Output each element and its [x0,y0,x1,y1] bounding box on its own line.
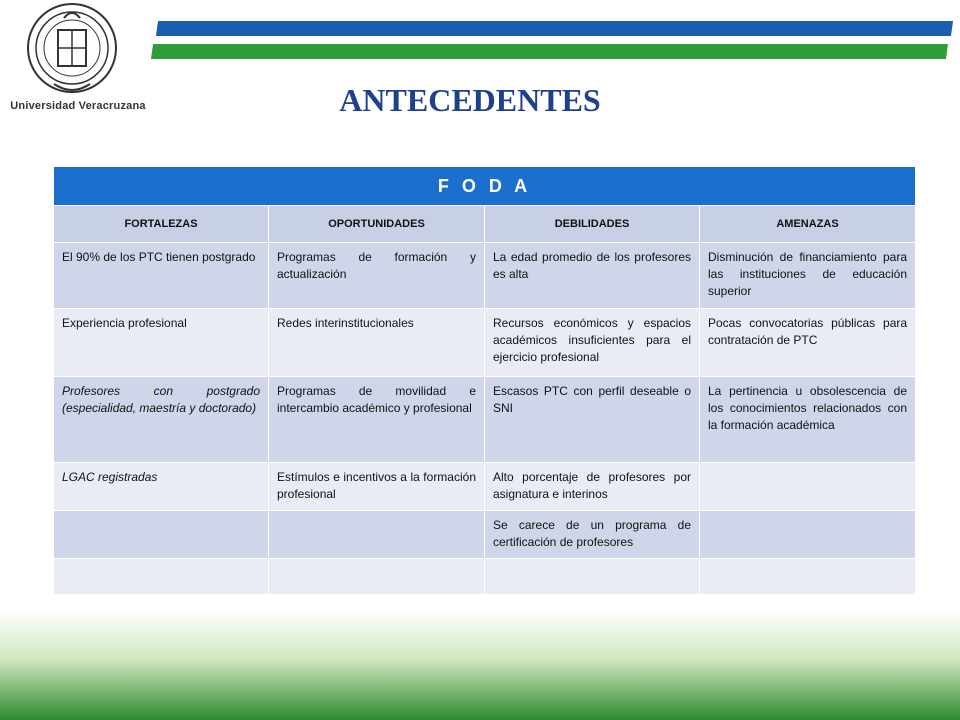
header-debilidades: DEBILIDADES [485,206,700,243]
header-fortalezas: FORTALEZAS [54,206,269,243]
table-cell: El 90% de los PTC tienen postgrado [54,243,269,309]
foda-table [53,166,916,595]
foda-table-title: F O D A [54,167,916,206]
header-stripe-green [151,44,948,59]
header-oportunidades: OPORTUNIDADES [269,206,485,243]
table-cell: Programas de formación y actualización [269,243,485,309]
table-row [54,511,916,559]
table-row [54,243,916,309]
table-row [54,377,916,463]
table-row [54,559,916,595]
page-title: ANTECEDENTES [339,82,601,118]
table-cell [269,559,485,595]
header-stripe-blue [156,21,953,36]
table-cell: Escasos PTC con perfil deseable o SNI [485,377,700,463]
table-cell [269,511,485,559]
table-cell: Experiencia profesional [54,309,269,377]
table-cell: Se carece de un programa de certificación de profesores [485,511,700,559]
table-cell: Profesores con postgrado (especialidad, maestría y doctorado) [54,377,269,463]
table-cell: Redes interinstitucionales [269,309,485,377]
header-amenazas: AMENAZAS [700,206,916,243]
university-name-caption: Universidad Veracruzana [10,100,146,112]
table-cell: Disminución de financiamiento para las instituciones de educación superior [700,243,916,309]
table-cell [700,463,916,511]
table-row [54,309,916,377]
table-cell: LGAC registradas [54,463,269,511]
table-cell: Pocas convocatorias públicas para contratación de PTC [700,309,916,377]
table-cell [54,511,269,559]
table-row [54,463,916,511]
table-cell: Programas de movilidad e intercambio académico y profesional [269,377,485,463]
table-cell: Alto porcentaje de profesores por asignatura e interinos [485,463,700,511]
table-cell: La edad promedio de los profesores es alta [485,243,700,309]
table-cell: Estímulos e incentivos a la formación profesional [269,463,485,511]
table-cell [485,559,700,595]
table-cell [700,511,916,559]
table-cell [54,559,269,595]
footer-gradient [0,610,960,720]
table-cell: Recursos económicos y espacios académicos insuficientes para el ejercicio profesional [485,309,700,377]
table-cell: La pertinencia u obsolescencia de los conocimientos relacionados con la formación académica [700,377,916,463]
table-cell [700,559,916,595]
